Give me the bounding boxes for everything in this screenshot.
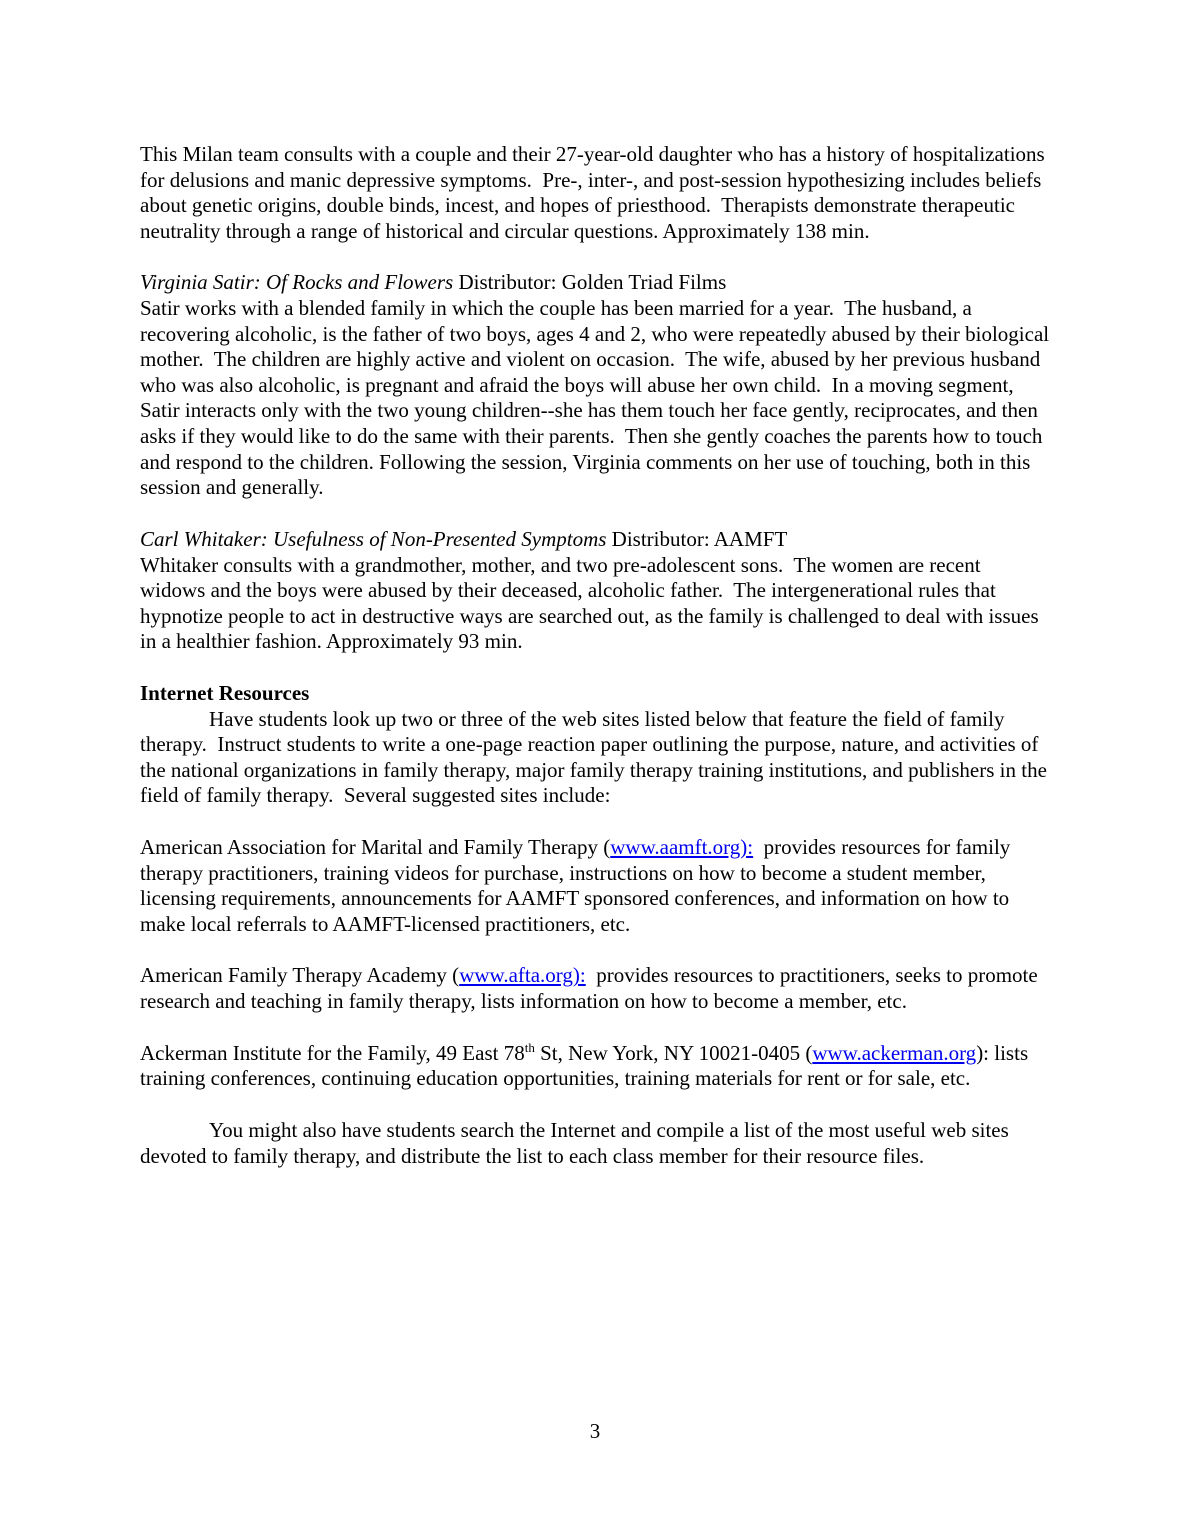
closing-paragraph: You might also have students search the Internet and compile a list of the most useful web sites devoted to family therapy, and distribute the list to each class member for their resource files. (140, 1117, 1015, 1168)
ackerman-link[interactable]: www.ackerman.org (812, 1040, 977, 1065)
resource-ackerman-paragraph (140, 1041, 1050, 1092)
resource-ackerman-text-post: ): lists training conferences, continuing education opportunities, training materials for rent or for sale, etc. (140, 1040, 1034, 1091)
resource-afta-text-post: provides resources to practitioners, seeks to promote research and teaching in family therapy, lists information on how to become a member, etc. (140, 963, 1043, 1014)
resource-afta-text-pre: American Family Therapy Academy ( (140, 963, 460, 988)
video-title: Virginia Satir: Of Rocks and Flowers (140, 270, 454, 295)
milan-team-paragraph: This Milan team consults with a couple and their 27-year-old daughter who has a history of hospitalizations for delusions and manic depressive symptoms. Pre-, inter-, and post-session hypothesizing includes beliefs about genetic origins, double binds, incest, and hopes of priesthood. Therapists demonstrate therapeutic neutrality through a range of historical and circular questions. Approximately 138 min. (140, 142, 1050, 243)
video-title-line (140, 527, 1050, 553)
video-distributor: Distributor: Golden Triad Films (453, 270, 727, 295)
resource-aamft-paragraph (140, 835, 1050, 937)
resource-aamft-text-post: provides resources for family therapy practitioners, training videos for purchase, instructions on how to become a student member, licensing requirements, announcements for AAMFT sponsored conferences, and information on how to make local referrals to AAMFT-licensed practitioners, etc. (140, 835, 1016, 936)
ordinal-superscript: th (524, 1039, 535, 1055)
video-distributor: Distributor: AAMFT (606, 526, 788, 551)
afta-link[interactable]: www.afta.org): (459, 963, 586, 988)
resource-ackerman-text-pre: Ackerman Institute for the Family, 49 East 78 (140, 1040, 525, 1065)
video-title: Carl Whitaker: Usefulness of Non-Presented Symptoms (140, 526, 607, 551)
resource-ackerman-text-mid: St, New York, NY 10021-0405 ( (534, 1040, 813, 1065)
internet-resources-heading: Internet Resources (140, 680, 310, 705)
internet-resources-intro: Have students look up two or three of the web sites listed below that feature the field of family therapy. Instruct students to write a one-page reaction paper outlining the purpose, nature, and activities of the national organizations in family therapy, major family therapy training institutions, and publishers in the field of family therapy. Several suggested sites include: (140, 706, 1053, 808)
video-description: Whitaker consults with a grandmother, mother, and two pre-adolescent sons. The women are recent widows and the boys were abused by their deceased, alcoholic father. The intergenerational rules that hypnotize people to act in destructive ways are searched out, as the family is challenged to deal with issues in a healthier fashion. Approximately 93 min. (140, 552, 1044, 654)
video-entry-satir (140, 270, 1055, 500)
resource-afta-paragraph (140, 963, 1050, 1014)
page-number: 3 (589, 1419, 601, 1444)
aamft-link[interactable]: www.aamft.org): (610, 835, 754, 860)
video-title-line (140, 270, 1050, 296)
resource-aamft-text-pre: American Association for Marital and Family Therapy ( (140, 835, 611, 860)
video-description: Satir works with a blended family in which the couple has been married for a year. The husband, a recovering alcoholic, is the father of two boys, ages 4 and 2, who were repeatedly abused by their biological mother. The children are highly active and violent on occasion. The wife, abused by her previous husband who was also alcoholic, is pregnant and afraid the boys will abuse her own child. In a moving segment, Satir interacts only with the two young children--she has them touch her face gently, reciprocates, and then asks if they would like to do the same with their parents. Then she gently coaches the parents how to touch and respond to the children. Following the session, Virginia comments on her use of touching, both in this session and generally. (140, 296, 1055, 500)
video-entry-whitaker (140, 527, 1050, 655)
